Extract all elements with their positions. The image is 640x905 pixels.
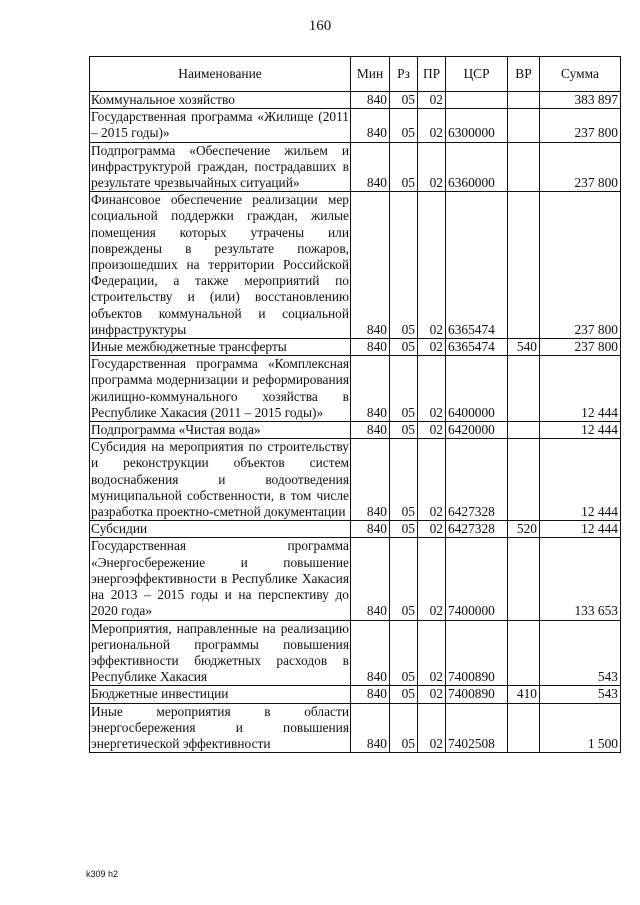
row-pr: 02 bbox=[418, 92, 446, 109]
row-pr: 02 bbox=[418, 422, 446, 439]
row-pr: 02 bbox=[418, 142, 446, 192]
row-min: 840 bbox=[351, 538, 390, 620]
row-sum: 133 653 bbox=[540, 538, 621, 620]
row-min: 840 bbox=[351, 142, 390, 192]
row-vr: 520 bbox=[508, 521, 540, 538]
row-pr: 02 bbox=[418, 356, 446, 422]
row-sum: 12 444 bbox=[540, 422, 621, 439]
row-pr: 02 bbox=[418, 703, 446, 753]
row-min: 840 bbox=[351, 339, 390, 356]
row-vr: 540 bbox=[508, 339, 540, 356]
budget-table bbox=[89, 56, 621, 753]
row-pr: 02 bbox=[418, 620, 446, 686]
row-rz: 05 bbox=[390, 703, 418, 753]
row-rz: 05 bbox=[390, 192, 418, 339]
row-rz: 05 bbox=[390, 356, 418, 422]
row-min: 840 bbox=[351, 92, 390, 109]
row-vr: 410 bbox=[508, 686, 540, 703]
row-csr: 6360000 bbox=[446, 142, 508, 192]
header-pr: ПР bbox=[418, 57, 446, 92]
row-name: Государственная программа «Жилище (2011 – 2015 годы)» bbox=[91, 109, 349, 141]
table-row bbox=[90, 92, 621, 109]
row-vr bbox=[508, 142, 540, 192]
row-rz: 05 bbox=[390, 339, 418, 356]
row-csr: 7400890 bbox=[446, 620, 508, 686]
row-name: Бюджетные инвестиции bbox=[90, 686, 351, 703]
row-pr: 02 bbox=[418, 109, 446, 142]
row-pr: 02 bbox=[418, 686, 446, 703]
row-rz: 05 bbox=[390, 92, 418, 109]
footer-document-code: k309 h2 bbox=[86, 869, 119, 879]
row-name: Подпрограмма «Чистая вода» bbox=[90, 422, 351, 439]
row-csr: 7400000 bbox=[446, 538, 508, 620]
header-name: Наименование bbox=[90, 57, 351, 92]
row-sum: 237 800 bbox=[540, 109, 621, 142]
row-name: Государственная программа «Комплексная программа модернизации и реформирования жилищно-коммунального хозяйства в Республике Хакасия (2011 – 2015 годы)» bbox=[91, 356, 349, 420]
row-min: 840 bbox=[351, 521, 390, 538]
table-row bbox=[90, 356, 621, 422]
table-row bbox=[90, 192, 621, 339]
table-row bbox=[90, 620, 621, 686]
row-csr: 6427328 bbox=[446, 521, 508, 538]
row-name: Иные межбюджетные трансферты bbox=[90, 339, 351, 356]
table-row bbox=[90, 538, 621, 620]
row-csr: 7402508 bbox=[446, 703, 508, 753]
table-row bbox=[90, 422, 621, 439]
table-row bbox=[90, 686, 621, 703]
row-rz: 05 bbox=[390, 439, 418, 521]
row-name: Финансовое обеспечение реализации мер социальной поддержки граждан, жилые помещения которых утрачены или повреждены в результате пожаров, произошедших на территории Российской Федерации, а также мероприятий по строительству и (или) восстановлению объектов коммунальной и социальной инфраструктуры bbox=[91, 192, 349, 337]
row-rz: 05 bbox=[390, 142, 418, 192]
header-rz: Рз bbox=[390, 57, 418, 92]
row-vr bbox=[508, 356, 540, 422]
row-vr bbox=[508, 422, 540, 439]
row-csr: 6365474 bbox=[446, 192, 508, 339]
row-vr bbox=[508, 439, 540, 521]
header-sum: Сумма bbox=[540, 57, 621, 92]
table-row bbox=[90, 703, 621, 753]
row-min: 840 bbox=[351, 439, 390, 521]
row-min: 840 bbox=[351, 620, 390, 686]
row-pr: 02 bbox=[418, 192, 446, 339]
table-row bbox=[90, 142, 621, 192]
row-min: 840 bbox=[351, 422, 390, 439]
row-sum: 12 444 bbox=[540, 521, 621, 538]
row-csr: 7400890 bbox=[446, 686, 508, 703]
table-header-row bbox=[90, 57, 621, 92]
row-min: 840 bbox=[351, 686, 390, 703]
row-rz: 05 bbox=[390, 422, 418, 439]
row-sum: 1 500 bbox=[540, 703, 621, 753]
row-sum: 383 897 bbox=[540, 92, 621, 109]
row-name: Подпрограмма «Обеспечение жильем и инфраструктурой граждан, пострадавших в результате чрезвычайных ситуаций» bbox=[91, 142, 349, 191]
row-min: 840 bbox=[351, 192, 390, 339]
row-name: Мероприятия, направленные на реализацию региональной программы повышения эффективности бюджетных расходов в Республике Хакасия bbox=[91, 620, 349, 685]
row-min: 840 bbox=[351, 703, 390, 753]
row-sum: 12 444 bbox=[540, 356, 621, 422]
row-pr: 02 bbox=[418, 521, 446, 538]
table-row bbox=[90, 521, 621, 538]
row-min: 840 bbox=[351, 109, 390, 142]
row-name: Коммунальное хозяйство bbox=[90, 92, 351, 109]
page-number: 160 bbox=[308, 18, 332, 34]
row-pr: 02 bbox=[418, 538, 446, 620]
row-pr: 02 bbox=[418, 439, 446, 521]
table-row bbox=[90, 109, 621, 142]
row-csr: 6365474 bbox=[446, 339, 508, 356]
row-rz: 05 bbox=[390, 620, 418, 686]
row-vr bbox=[508, 620, 540, 686]
row-rz: 05 bbox=[390, 109, 418, 142]
row-pr: 02 bbox=[418, 339, 446, 356]
row-sum: 237 800 bbox=[540, 339, 621, 356]
row-csr bbox=[446, 92, 508, 109]
table-row bbox=[90, 339, 621, 356]
row-sum: 12 444 bbox=[540, 439, 621, 521]
row-rz: 05 bbox=[390, 538, 418, 620]
row-vr bbox=[508, 92, 540, 109]
row-vr bbox=[508, 538, 540, 620]
row-csr: 6400000 bbox=[446, 356, 508, 422]
row-vr bbox=[508, 703, 540, 753]
row-name: Субсидия на мероприятия по строительству и реконструкции объектов систем водоснабжения и водоотведения муниципальной собственности, в том числе разработка проектно-сметной документации bbox=[91, 439, 349, 520]
row-sum: 237 800 bbox=[540, 142, 621, 192]
row-sum: 543 bbox=[540, 686, 621, 703]
row-sum: 237 800 bbox=[540, 192, 621, 339]
header-csr: ЦСР bbox=[446, 57, 508, 92]
row-csr: 6420000 bbox=[446, 422, 508, 439]
row-name: Иные мероприятия в области энергосбережения и повышения энергетической эффективности bbox=[91, 703, 349, 751]
row-vr bbox=[508, 109, 540, 142]
row-name: Субсидии bbox=[90, 521, 351, 538]
header-vr: ВР bbox=[508, 57, 540, 92]
row-sum: 543 bbox=[540, 620, 621, 686]
row-csr: 6300000 bbox=[446, 109, 508, 142]
row-vr bbox=[508, 192, 540, 339]
row-rz: 05 bbox=[390, 521, 418, 538]
row-rz: 05 bbox=[390, 686, 418, 703]
row-name: Государственная программа «Энергосбережение и повышение энергоэффективности в Республике Хакасия на 2013 – 2015 годы и на перспективу до 2020 года» bbox=[91, 538, 349, 619]
table-row bbox=[90, 439, 621, 521]
header-min: Мин bbox=[351, 57, 390, 92]
row-min: 840 bbox=[351, 356, 390, 422]
row-csr: 6427328 bbox=[446, 439, 508, 521]
